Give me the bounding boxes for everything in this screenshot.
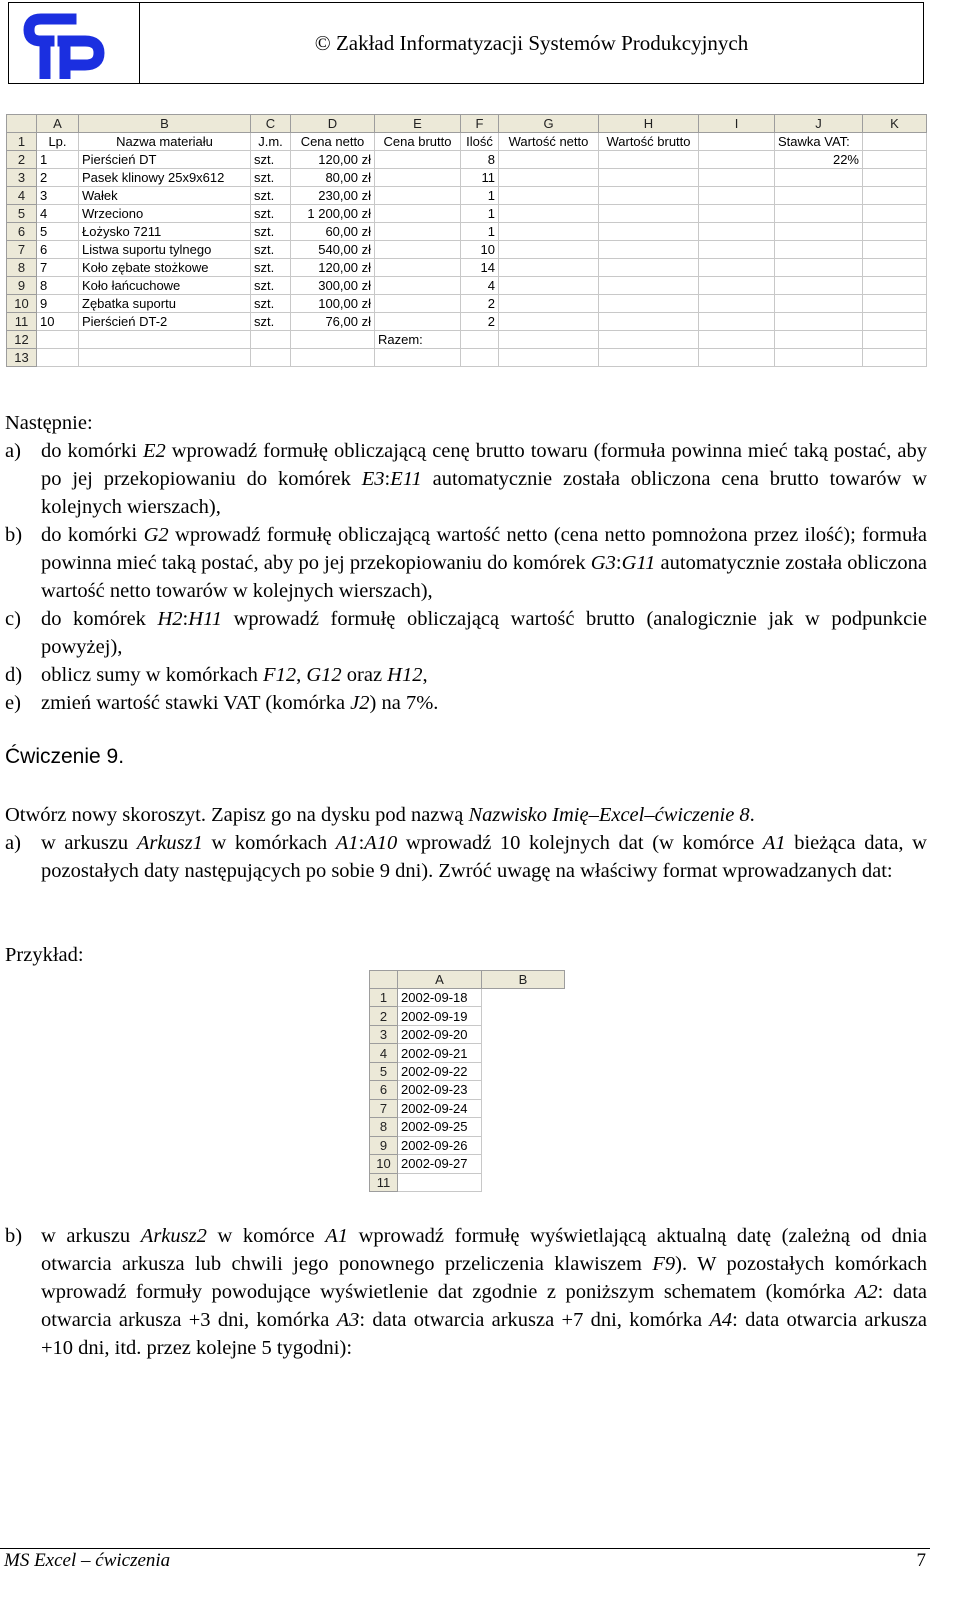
- cell[interactable]: 2002-09-22: [398, 1062, 482, 1080]
- cell[interactable]: Stawka VAT:: [775, 133, 863, 151]
- cell[interactable]: Nazwa materiału: [79, 133, 251, 151]
- cell[interactable]: 2002-09-25: [398, 1118, 482, 1136]
- row-header[interactable]: 5: [7, 205, 37, 223]
- cell[interactable]: [775, 223, 863, 241]
- cell[interactable]: 2002-09-18: [398, 989, 482, 1007]
- cell[interactable]: szt.: [251, 277, 291, 295]
- cell[interactable]: [863, 259, 927, 277]
- cell[interactable]: 120,00 zł: [291, 259, 375, 277]
- spreadsheet-materials: [6, 114, 927, 367]
- cell[interactable]: [699, 169, 775, 187]
- cell[interactable]: Cena netto: [291, 133, 375, 151]
- list-item: [5, 521, 927, 605]
- cell[interactable]: [699, 259, 775, 277]
- column-header-b[interactable]: B: [482, 971, 565, 989]
- cell[interactable]: [775, 313, 863, 331]
- list-body: do komórki G2 wprowadź formułę obliczającą wartość netto (cena netto pomnożona przez ilość); formuła powinna mieć taką postać, aby po jej przekopiowaniu do komórek G3:G11 automatycznie została obliczona wartość netto towarów w kolejnych wierszach),: [41, 524, 927, 602]
- cell[interactable]: J.m.: [251, 133, 291, 151]
- cell[interactable]: [375, 151, 461, 169]
- cell[interactable]: 230,00 zł: [291, 187, 375, 205]
- cell[interactable]: Koło zębate stożkowe: [79, 259, 251, 277]
- row-header[interactable]: 7: [7, 241, 37, 259]
- cell[interactable]: 2002-09-23: [398, 1081, 482, 1099]
- cell[interactable]: [375, 295, 461, 313]
- list-label: d): [5, 664, 23, 686]
- cell[interactable]: 2002-09-26: [398, 1136, 482, 1154]
- cell[interactable]: [599, 205, 699, 223]
- cell[interactable]: Razem:: [375, 331, 461, 349]
- cell[interactable]: [699, 277, 775, 295]
- cell[interactable]: [863, 187, 927, 205]
- cell[interactable]: szt.: [251, 241, 291, 259]
- cell[interactable]: [375, 169, 461, 187]
- cell[interactable]: szt.: [251, 259, 291, 277]
- cell[interactable]: [291, 331, 375, 349]
- cell[interactable]: [599, 295, 699, 313]
- list-item: [5, 1222, 927, 1362]
- cell[interactable]: 4: [37, 205, 79, 223]
- column-header-b[interactable]: B: [79, 115, 251, 133]
- sp-logo-icon: [19, 9, 109, 79]
- cell[interactable]: [499, 151, 599, 169]
- cell[interactable]: 10: [461, 241, 499, 259]
- instructions-block-3: [5, 1222, 927, 1362]
- cell[interactable]: 1: [461, 187, 499, 205]
- table-row: [370, 1155, 565, 1173]
- list-body: do komórek H2:H11 wprowadź formułę obliczającą wartość brutto (analogicznie jak w podpunkcie powyżej),: [41, 608, 928, 658]
- list-item: [5, 437, 927, 521]
- cell[interactable]: Wartość netto: [499, 133, 599, 151]
- corner-cell[interactable]: [7, 115, 37, 133]
- row-header[interactable]: 13: [7, 349, 37, 367]
- cell[interactable]: Wałek: [79, 187, 251, 205]
- cell[interactable]: [291, 349, 375, 367]
- cell[interactable]: 1: [461, 205, 499, 223]
- list-body: zmień wartość stawki VAT (komórka J2) na 7%.: [41, 692, 439, 714]
- row-header[interactable]: 1: [7, 133, 37, 151]
- cell[interactable]: [775, 187, 863, 205]
- cell[interactable]: 2: [37, 169, 79, 187]
- cell[interactable]: Pierścień DT-2: [79, 313, 251, 331]
- cell[interactable]: 8: [461, 151, 499, 169]
- cell[interactable]: 11: [461, 169, 499, 187]
- cell[interactable]: [775, 241, 863, 259]
- list-label: b): [5, 524, 23, 546]
- intro-text: Następnie:: [5, 412, 93, 434]
- cell[interactable]: 2: [461, 295, 499, 313]
- cell[interactable]: Koło łańcuchowe: [79, 277, 251, 295]
- cell[interactable]: [775, 169, 863, 187]
- column-header-j[interactable]: J: [775, 115, 863, 133]
- cell[interactable]: [499, 169, 599, 187]
- row-header[interactable]: 3: [7, 169, 37, 187]
- list-body: oblicz sumy w komórkach F12, G12 oraz H12,: [41, 664, 428, 686]
- cell[interactable]: [699, 223, 775, 241]
- cell[interactable]: 2002-09-20: [398, 1025, 482, 1043]
- page-header: [8, 2, 924, 84]
- row-header[interactable]: 8: [7, 259, 37, 277]
- cell[interactable]: 76,00 zł: [291, 313, 375, 331]
- page-number: 7: [916, 1550, 926, 1571]
- cell[interactable]: 2002-09-24: [398, 1099, 482, 1117]
- table-row: [370, 989, 565, 1007]
- cell[interactable]: [375, 187, 461, 205]
- list-body: do komórki E2 wprowadź formułę obliczającą cenę brutto towaru (formuła powinna mieć taką postać, aby po jej przekopiowaniu do komórek E3:E11 automatycznie została obliczona cena brutto towarów w kolejnych wierszach),: [41, 440, 928, 518]
- cell[interactable]: [79, 349, 251, 367]
- row-header[interactable]: 7: [370, 1099, 398, 1117]
- cell[interactable]: [251, 349, 291, 367]
- cell[interactable]: szt.: [251, 151, 291, 169]
- cell[interactable]: Listwa suportu tylnego: [79, 241, 251, 259]
- table-row: [370, 1118, 565, 1136]
- cell[interactable]: [599, 169, 699, 187]
- cell[interactable]: [79, 331, 251, 349]
- cell[interactable]: [499, 187, 599, 205]
- cell[interactable]: 14: [461, 259, 499, 277]
- cell[interactable]: [499, 277, 599, 295]
- cell[interactable]: [499, 259, 599, 277]
- cell[interactable]: [863, 313, 927, 331]
- cell[interactable]: [863, 277, 927, 295]
- cell[interactable]: 22%: [775, 151, 863, 169]
- cell[interactable]: [699, 295, 775, 313]
- row-header[interactable]: 10: [370, 1155, 398, 1173]
- cell[interactable]: [775, 277, 863, 295]
- cell[interactable]: [863, 331, 927, 349]
- table-row: [7, 313, 927, 331]
- table-row: [7, 349, 927, 367]
- cell[interactable]: 540,00 zł: [291, 241, 375, 259]
- cell[interactable]: szt.: [251, 205, 291, 223]
- cell[interactable]: [699, 313, 775, 331]
- cell[interactable]: [375, 223, 461, 241]
- column-header-a[interactable]: A: [398, 971, 482, 989]
- list-item: [5, 829, 927, 885]
- cell[interactable]: [863, 205, 927, 223]
- row-header[interactable]: 11: [7, 313, 37, 331]
- column-header-k[interactable]: K: [863, 115, 927, 133]
- cell[interactable]: Wrzeciono: [79, 205, 251, 223]
- row-header[interactable]: 11: [370, 1173, 398, 1191]
- list-item: [5, 605, 927, 661]
- cell[interactable]: szt.: [251, 187, 291, 205]
- cell[interactable]: [599, 241, 699, 259]
- cell[interactable]: [775, 295, 863, 313]
- cell[interactable]: [599, 349, 699, 367]
- cell[interactable]: [398, 1173, 482, 1191]
- table-row: [7, 133, 927, 151]
- cell[interactable]: 1: [461, 223, 499, 241]
- exercise-intro: Otwórz nowy skoroszyt. Zapisz go na dysku pod nazwą Nazwisko Imię–Excel–ćwiczenie 8.: [5, 804, 755, 826]
- cell[interactable]: szt.: [251, 313, 291, 331]
- cell[interactable]: Wartość brutto: [599, 133, 699, 151]
- cell[interactable]: [499, 331, 599, 349]
- row-header[interactable]: 10: [7, 295, 37, 313]
- cell[interactable]: 8: [37, 277, 79, 295]
- cell[interactable]: Pasek klinowy 25x9x612: [79, 169, 251, 187]
- column-header-d[interactable]: D: [291, 115, 375, 133]
- column-header-h[interactable]: H: [599, 115, 699, 133]
- list-body: w arkuszu Arkusz2 w komórce A1 wprowadź formułę wyświetlającą aktualną datę (zależną od dnia otwarcia arkusza lub chwili jego ponownego przeliczenia klawiszem F9). W pozostałych komórkach wprowadź formuły powodujące wyświetlenie dat zgodnie z poniższym schematem (komórka A2: data otwarcia arkusza +3 dni, komórka A3: data otwarcia arkusza +7 dni, komórka A4: data otwarcia arkusza +10 dni, itd. przez kolejne 5 tygodni):: [41, 1225, 927, 1359]
- cell[interactable]: [863, 349, 927, 367]
- table-row: [7, 151, 927, 169]
- cell[interactable]: 2002-09-21: [398, 1044, 482, 1062]
- cell[interactable]: [599, 151, 699, 169]
- cell[interactable]: [599, 223, 699, 241]
- cell[interactable]: [599, 187, 699, 205]
- cell[interactable]: [863, 295, 927, 313]
- cell[interactable]: [37, 349, 79, 367]
- cell[interactable]: [375, 241, 461, 259]
- cell[interactable]: [863, 241, 927, 259]
- column-header-i[interactable]: I: [699, 115, 775, 133]
- row-header[interactable]: 9: [370, 1136, 398, 1154]
- cell[interactable]: 2002-09-19: [398, 1007, 482, 1025]
- cell[interactable]: Lp.: [37, 133, 79, 151]
- cell[interactable]: [699, 331, 775, 349]
- row-header[interactable]: 1: [370, 989, 398, 1007]
- table-row: [7, 241, 927, 259]
- cell[interactable]: [375, 205, 461, 223]
- cell[interactable]: 300,00 zł: [291, 277, 375, 295]
- cell[interactable]: [461, 349, 499, 367]
- table-row: [7, 187, 927, 205]
- cell[interactable]: [863, 151, 927, 169]
- cell[interactable]: [775, 205, 863, 223]
- table-row: [7, 259, 927, 277]
- list-label: b): [5, 1225, 23, 1247]
- cell[interactable]: [775, 259, 863, 277]
- exercise-heading: Ćwiczenie 9.: [5, 745, 125, 768]
- table-row: [7, 205, 927, 223]
- cell[interactable]: [499, 313, 599, 331]
- table-row: [370, 1044, 565, 1062]
- column-header-a[interactable]: A: [37, 115, 79, 133]
- table-row: [7, 277, 927, 295]
- cell[interactable]: [599, 259, 699, 277]
- cell[interactable]: 1: [37, 151, 79, 169]
- cell[interactable]: [499, 295, 599, 313]
- list-label: a): [5, 440, 21, 462]
- row-header[interactable]: 9: [7, 277, 37, 295]
- cell[interactable]: 3: [37, 187, 79, 205]
- row-header[interactable]: 6: [7, 223, 37, 241]
- cell[interactable]: [375, 259, 461, 277]
- cell[interactable]: Zębatka suportu: [79, 295, 251, 313]
- cell[interactable]: [863, 133, 927, 151]
- page-footer: [0, 1548, 930, 1572]
- row-header[interactable]: 5: [370, 1062, 398, 1080]
- cell[interactable]: 10: [37, 313, 79, 331]
- cell[interactable]: 80,00 zł: [291, 169, 375, 187]
- cell[interactable]: szt.: [251, 223, 291, 241]
- cell[interactable]: 100,00 zł: [291, 295, 375, 313]
- cell[interactable]: [499, 241, 599, 259]
- cell[interactable]: [461, 331, 499, 349]
- table-row: [370, 1173, 565, 1191]
- cell[interactable]: Cena brutto: [375, 133, 461, 151]
- table-row: [370, 1099, 565, 1117]
- cell[interactable]: 120,00 zł: [291, 151, 375, 169]
- example-label: Przykład:: [5, 944, 84, 966]
- cell[interactable]: szt.: [251, 295, 291, 313]
- list-label: e): [5, 692, 21, 714]
- row-header[interactable]: 6: [370, 1081, 398, 1099]
- table-row: [7, 295, 927, 313]
- cell[interactable]: [375, 349, 461, 367]
- table-row: [370, 1007, 565, 1025]
- table-row: [370, 1136, 565, 1154]
- instructions-block-1: [5, 409, 927, 717]
- cell[interactable]: 5: [37, 223, 79, 241]
- list-body: w arkuszu Arkusz1 w komórkach A1:A10 wprowadź 10 kolejnych dat (w komórce A1 bieżąca data, w pozostałych daty następujących po sobie 9 dni). Zwróć uwagę na właściwy format wprowadzanych dat:: [41, 832, 927, 882]
- cell[interactable]: [599, 277, 699, 295]
- cell[interactable]: [699, 187, 775, 205]
- cell[interactable]: 6: [37, 241, 79, 259]
- header-title: © Zakład Informatyzacji Systemów Produkcyjnych: [314, 30, 749, 55]
- row-header[interactable]: 8: [370, 1118, 398, 1136]
- column-header-c[interactable]: C: [251, 115, 291, 133]
- cell[interactable]: 7: [37, 259, 79, 277]
- column-header-e[interactable]: E: [375, 115, 461, 133]
- row-header[interactable]: 2: [7, 151, 37, 169]
- cell[interactable]: Ilość: [461, 133, 499, 151]
- corner-cell[interactable]: [370, 971, 398, 989]
- cell[interactable]: szt.: [251, 169, 291, 187]
- cell[interactable]: 4: [461, 277, 499, 295]
- cell[interactable]: [251, 331, 291, 349]
- table-row: [7, 331, 927, 349]
- cell[interactable]: Pierścień DT: [79, 151, 251, 169]
- cell[interactable]: [699, 241, 775, 259]
- cell[interactable]: [375, 277, 461, 295]
- list-item: [5, 661, 927, 689]
- cell[interactable]: 2002-09-27: [398, 1155, 482, 1173]
- column-header-f[interactable]: F: [461, 115, 499, 133]
- cell[interactable]: 9: [37, 295, 79, 313]
- cell[interactable]: 2: [461, 313, 499, 331]
- table-row: [7, 223, 927, 241]
- cell[interactable]: [599, 331, 699, 349]
- cell[interactable]: [863, 169, 927, 187]
- cell[interactable]: [775, 349, 863, 367]
- list-label: c): [5, 608, 21, 630]
- cell[interactable]: [599, 313, 699, 331]
- cell[interactable]: [699, 205, 775, 223]
- cell[interactable]: [375, 313, 461, 331]
- row-header[interactable]: 2: [370, 1007, 398, 1025]
- cell[interactable]: 1 200,00 zł: [291, 205, 375, 223]
- table-row: [370, 1062, 565, 1080]
- table-row: [7, 169, 927, 187]
- row-header[interactable]: 12: [7, 331, 37, 349]
- cell[interactable]: Łożysko 7211: [79, 223, 251, 241]
- cell[interactable]: [863, 223, 927, 241]
- table-row: [370, 1025, 565, 1043]
- cell[interactable]: [499, 223, 599, 241]
- table-row: [370, 1081, 565, 1099]
- spreadsheet-dates: [369, 970, 565, 1192]
- row-header[interactable]: 4: [7, 187, 37, 205]
- cell[interactable]: [37, 331, 79, 349]
- cell[interactable]: [699, 133, 775, 151]
- cell[interactable]: [699, 349, 775, 367]
- cell[interactable]: 60,00 zł: [291, 223, 375, 241]
- cell[interactable]: [499, 205, 599, 223]
- cell[interactable]: [499, 349, 599, 367]
- instructions-block-2: [5, 801, 927, 885]
- footer-title: MS Excel – ćwiczenia: [4, 1550, 171, 1571]
- column-header-g[interactable]: G: [499, 115, 599, 133]
- cell[interactable]: [775, 331, 863, 349]
- row-header[interactable]: 4: [370, 1044, 398, 1062]
- list-item: [5, 689, 927, 717]
- row-header[interactable]: 3: [370, 1025, 398, 1043]
- logo-cell: [9, 3, 140, 83]
- cell[interactable]: [699, 151, 775, 169]
- list-label: a): [5, 832, 21, 854]
